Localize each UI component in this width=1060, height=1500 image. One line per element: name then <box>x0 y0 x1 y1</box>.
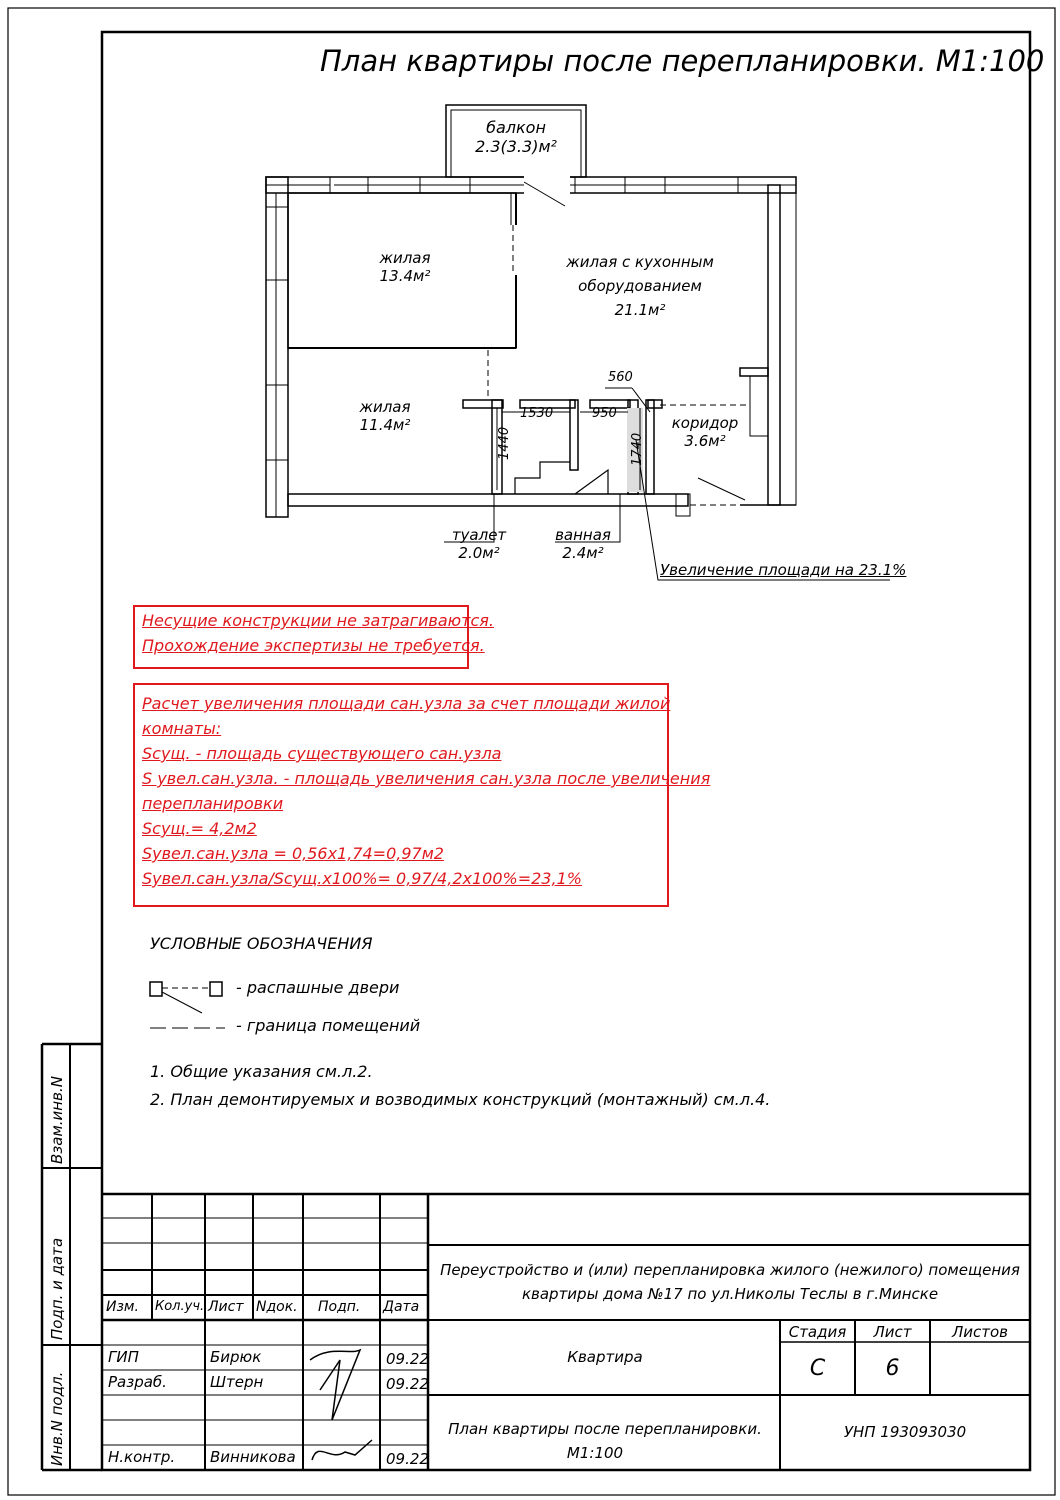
tb-object: Квартира <box>567 1348 643 1366</box>
side-stamp-vzam: Взам.инв.N <box>48 1076 66 1164</box>
signature-2 <box>312 1440 372 1460</box>
tb-header-podp: Подп. <box>318 1299 361 1315</box>
living1-area: 13.4м² <box>379 267 431 285</box>
calc-line-3: S увел.сан.узла. - площадь увеличения сан.узла после увеличения <box>142 769 711 788</box>
bathroom-area: 2.4м² <box>562 544 604 562</box>
tb-header-list: Лист <box>208 1299 244 1315</box>
living2-label <box>330 398 440 434</box>
corridor-label <box>665 414 745 450</box>
toilet-area: 2.0м² <box>458 544 500 562</box>
tb-row-razrab-name: Штерн <box>210 1373 264 1391</box>
signature-1 <box>310 1350 360 1420</box>
toilet-label <box>444 526 514 562</box>
living-kitchen-name2: оборудованием <box>578 277 702 295</box>
living2-area: 11.4м² <box>359 416 411 434</box>
tb-stage-label: Стадия <box>788 1323 847 1341</box>
calc-line-5: Sсущ.= 4,2м2 <box>142 819 257 838</box>
legend-boundary-text: - граница помещений <box>236 1016 421 1035</box>
tb-stage: С <box>809 1356 826 1381</box>
tb-header-kol: Кол.уч. <box>155 1299 205 1314</box>
balcony-name: балкон <box>486 118 546 137</box>
living-kitchen-area: 21.1м² <box>614 301 666 319</box>
living-kitchen-name1: жилая с кухонным <box>566 253 714 271</box>
tb-project: Переустройство и (или) перепланировка жилого (нежилого) помещения <box>440 1261 1020 1279</box>
tb-header-data: Дата <box>383 1299 420 1315</box>
floor-plan <box>266 105 890 580</box>
increase-callout: Увеличение площади на 23.1% <box>660 561 907 579</box>
tb-row-nkontr-date: 09.22 <box>386 1450 429 1468</box>
balcony-area: 2.3(3.3)м² <box>475 137 557 156</box>
bathroom-label <box>548 526 618 562</box>
tb-row-nkontr-name: Винникова <box>210 1448 296 1466</box>
calc-line-2: Sсущ. - площадь существующего сан.узла <box>142 744 502 763</box>
tb-row-gip-role: ГИП <box>108 1348 139 1366</box>
toilet-name: туалет <box>451 526 507 544</box>
legend-door-symbol <box>150 982 222 1013</box>
tb-drawing2: М1:100 <box>566 1444 624 1462</box>
general-note-2: 2. План демонтируемых и возводимых конструкций (монтажный) см.л.4. <box>150 1090 771 1109</box>
side-stamp-inv: Инв.N подл. <box>48 1371 66 1466</box>
tb-drawing: План квартиры после перепланировки. <box>448 1420 762 1438</box>
dim-560: 560 <box>608 370 633 385</box>
balcony-label <box>446 118 586 156</box>
note-structures-line2: Прохождение экспертизы не требуется. <box>142 636 485 655</box>
corridor-name: коридор <box>671 414 739 432</box>
general-note-1: 1. Общие указания см.л.2. <box>150 1062 373 1081</box>
calc-line-1: комнаты: <box>142 719 222 738</box>
living1-name: жилая <box>379 249 431 267</box>
calc-line-7: Sувел.сан.узла/Sсущ.х100%= 0,97/4,2х100%=23,1% <box>142 869 582 888</box>
dim-950: 950 <box>592 406 617 421</box>
bathroom-name: ванная <box>555 526 611 544</box>
tb-org: УНП 193093030 <box>843 1423 967 1441</box>
dim-1440: 1440 <box>497 426 512 460</box>
tb-header-izm: Изм. <box>106 1299 139 1315</box>
page-title: План квартиры после перепланировки. М1:100 <box>320 44 1045 78</box>
tb-row-razrab-role: Разраб. <box>108 1373 167 1391</box>
tb-row-gip-name: Бирюк <box>210 1348 262 1366</box>
dim-1530: 1530 <box>520 406 554 421</box>
calc-line-4: перепланировки <box>142 794 284 813</box>
tb-row-gip-date: 09.22 <box>386 1350 429 1368</box>
corridor-area: 3.6м² <box>684 432 726 450</box>
living2-name: жилая <box>359 398 411 416</box>
calc-line-0: Расчет увеличения площади сан.узла за счет площади жилой <box>142 694 671 713</box>
tb-header-ndok: Nдок. <box>256 1299 298 1315</box>
living-kitchen-label <box>555 250 725 322</box>
tb-sheets-label: Листов <box>951 1323 1009 1341</box>
legend-heading: УСЛОВНЫЕ ОБОЗНАЧЕНИЯ <box>150 934 373 953</box>
calc-line-6: Sувел.сан.узла = 0,56х1,74=0,97м2 <box>142 844 444 863</box>
tb-row-nkontr-role: Н.контр. <box>108 1448 176 1466</box>
living1-label <box>340 249 470 285</box>
note-structures-line1: Несущие конструкции не затрагиваются. <box>142 611 494 630</box>
tb-row-razrab-date: 09.22 <box>386 1375 429 1393</box>
tb-project2: квартиры дома №17 по ул.Николы Теслы в г.Минске <box>521 1285 939 1303</box>
legend-doors-text: - распашные двери <box>236 978 400 997</box>
tb-sheet: 6 <box>885 1356 900 1381</box>
dim-1740: 1740 <box>630 432 645 466</box>
side-stamp-podp: Подп. и дата <box>48 1237 66 1340</box>
tb-sheet-label: Лист <box>873 1323 912 1341</box>
